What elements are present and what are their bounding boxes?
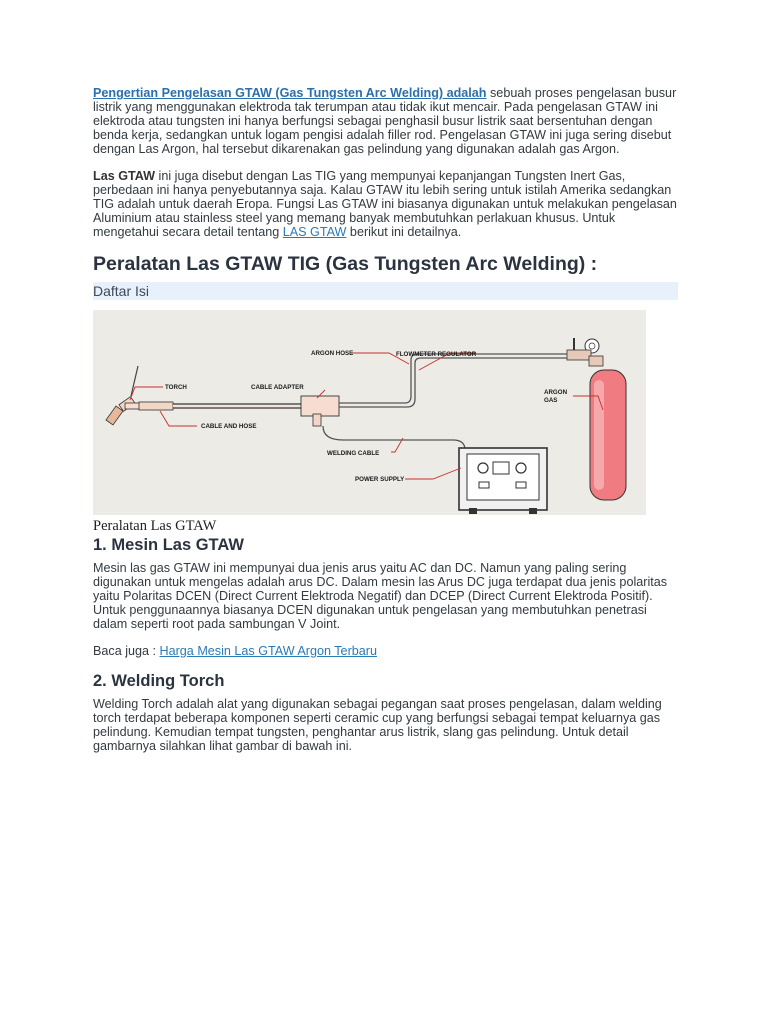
las-gtaw-text: ini juga disebut dengan Las TIG yang mempunyai kepanjangan Tungsten Inert Gas, perbedaan ini hanya penyebutannya saja. Kalau GTAW itu lebih sering untuk istilah Amerika sedangkan TIG adalah untuk daerah Eropa. Fungsi Las GTAW ini biasanya digunakan untuk melakukan pengelasan Aluminium atau stainless steel yang memang banyak membutuhkan perlakuan khusus. Untuk mengetahui secara detail tentang — [93, 169, 677, 239]
baca-juga-prefix: Baca juga : — [93, 644, 160, 658]
cable-adapter-illustration — [301, 396, 339, 426]
harga-mesin-link[interactable]: Harga Mesin Las GTAW Argon Terbaru — [159, 644, 377, 658]
label-torch: TORCH — [165, 384, 187, 391]
gtaw-equipment-diagram — [93, 310, 646, 515]
las-gtaw-paragraph — [93, 169, 679, 239]
label-cable-and-hose: CABLE AND HOSE — [201, 423, 257, 430]
section-2-title: 2. Welding Torch — [93, 672, 225, 690]
cable-and-hose — [173, 404, 305, 408]
flowmeter-regulator-illustration — [567, 338, 603, 366]
label-argon-hose: ARGON HOSE — [311, 350, 354, 357]
label-cable-adapter: CABLE ADAPTER — [251, 384, 304, 391]
section-2-text: Welding Torch adalah alat yang digunakan sebagai pegangan saat proses pengelasan, dalam welding torch terdapat beberapa komponen seperti ceramic cup yang berfungsi sebagai tempat keluarnya gas pelindung. Kemudian tempat tungsten, penghantar arus listrik, slang gas pelindung. Untuk detail gambarnya silahkan lihat gambar di bawah ini. — [93, 697, 662, 753]
figure-caption: Peralatan Las GTAW — [93, 518, 217, 534]
label-welding-cable: WELDING CABLE — [327, 450, 380, 457]
label-argon-gas-2: GAS — [544, 397, 558, 404]
intro-text: sebuah proses pengelasan busur listrik yang menggunakan elektroda tak terumpan atau tidak ikut mencair. Pada pengelasan GTAW ini elektroda atau tungsten ini hanya berfungsi sebagai penghasil busur listrik saat bersentuhan dengan benda kerja, sedangkan untuk logam pengisi adalah filler rod. Pengelasan GTAW ini juga sering disebut dengan Las Argon, hal tersebut dikarenakan gas pelindung yang digunakan adalah gas Argon. — [93, 86, 677, 156]
table-of-contents-toggle[interactable]: Daftar Isi — [93, 282, 678, 300]
article — [93, 86, 679, 753]
argon-cylinder — [590, 370, 626, 500]
las-gtaw-bold: Las GTAW — [93, 169, 156, 183]
label-flowmeter-regulator: FLOWMETER REGULATOR — [396, 351, 477, 358]
las-gtaw-link[interactable]: LAS GTAW — [282, 225, 347, 239]
label-power-supply: POWER SUPPLY — [355, 476, 405, 483]
section-1-title: 1. Mesin Las GTAW — [93, 536, 244, 554]
power-supply-illustration — [459, 448, 547, 514]
intro-link[interactable]: Pengertian Pengelasan GTAW (Gas Tungsten Arc Welding) adalah — [93, 86, 487, 100]
page-heading: Peralatan Las GTAW TIG (Gas Tungsten Arc Welding) : — [93, 253, 598, 275]
label-argon-gas-1: ARGON — [544, 389, 568, 396]
diagram-svg — [93, 310, 646, 515]
section-1-text: Mesin las gas GTAW ini mempunyai dua jenis arus yaitu AC dan DC. Namun yang paling sering digunakan untuk mengelas adalah arus DC. Dalam mesin las Arus DC juga terdapat dua jenis polaritas yaitu Polaritas DCEN (Direct Current Elektroda Negatif) dan DCEP (Direct Current Elektroda Positif). Untuk penggunaannya biasanya DCEN digunakan untuk pengelasan yang membutuhkan penetrasi dalam seperti root pada sambungan V Joint. — [93, 561, 668, 631]
las-gtaw-tail: berikut ini detailnya. — [346, 225, 462, 239]
intro-paragraph — [93, 86, 679, 156]
baca-juga-paragraph — [93, 644, 679, 658]
